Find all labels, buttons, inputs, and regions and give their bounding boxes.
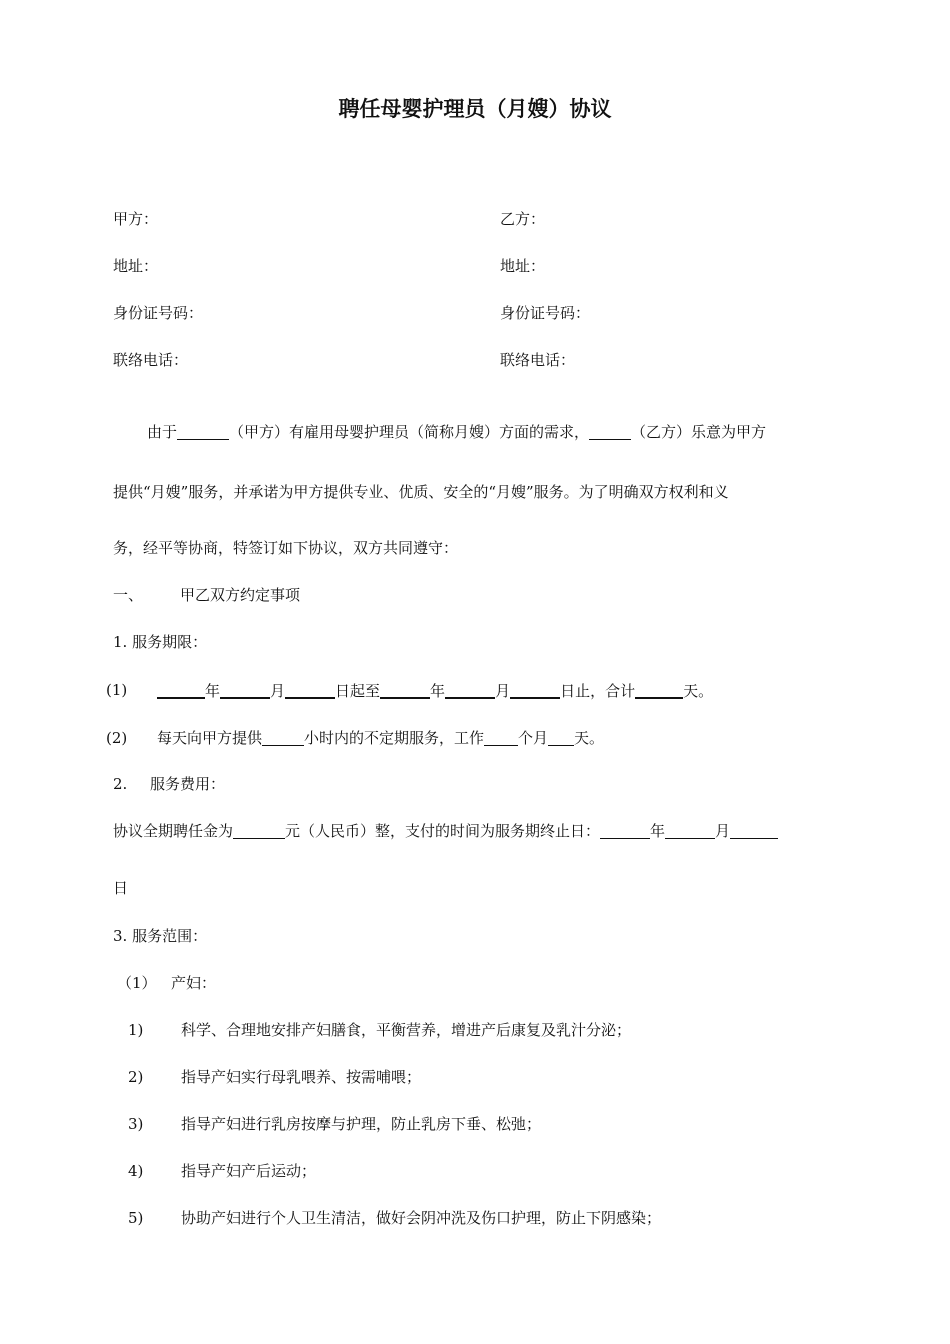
label-year: 年: [650, 822, 666, 840]
label-year: 年: [205, 682, 221, 700]
blank-days: [548, 729, 574, 746]
party-a-id-number: 身份证号码：: [113, 304, 204, 322]
party-b-label: 乙方：: [500, 210, 546, 228]
scope-item-5-number: 5): [128, 1209, 144, 1227]
scope-item-4-text: 指导产妇产后运动；: [181, 1162, 317, 1180]
scope-sub-number: （1）: [117, 974, 157, 992]
section-1-number: 一、: [113, 586, 144, 604]
blank-start-day: [285, 681, 335, 699]
intro-line-3: 务，经平等协商，特签订如下协议，双方共同遵守：: [113, 539, 459, 557]
blank-pay-year: [600, 822, 650, 839]
blank-end-day: [510, 681, 560, 699]
party-a-label: 甲方：: [113, 210, 159, 228]
scope-item-2-number: 2): [128, 1068, 144, 1086]
blank-pay-day: [730, 822, 778, 839]
term-item-1-number: (1): [106, 681, 128, 699]
party-a-phone: 联络电话：: [113, 351, 189, 369]
fee-line: [113, 822, 778, 840]
fee-text-a: 协议全期聘任金为: [113, 822, 234, 840]
blank-party-b: [589, 423, 631, 440]
label-year: 年: [430, 682, 446, 700]
party-a-address: 地址：: [113, 257, 159, 275]
scope-item-3-number: 3): [128, 1115, 144, 1133]
label-month: 月: [495, 682, 511, 700]
term-item-1: [157, 681, 713, 700]
blank-start-month: [220, 681, 270, 699]
intro-line-2: 提供“月嫂”服务，并承诺为甲方提供专业、优质、安全的“月嫂”服务。为了明确双方权利和义: [113, 483, 729, 501]
fee-text-b: 元（人民币）整，支付的时间为服务期终止日：: [285, 822, 601, 840]
blank-end-year: [380, 681, 430, 699]
term-item-2-text-d: 天。: [574, 729, 605, 747]
intro-text-b: （甲方）有雇用母婴护理员（简称月嫂）方面的需求，: [229, 423, 590, 441]
party-b-phone: 联络电话：: [500, 351, 576, 369]
fee-heading-number: 2.: [113, 775, 128, 793]
term-item-2-text-a: 每天向甲方提供: [157, 729, 263, 747]
scope-item-1-text: 科学、合理地安排产妇膳食，平衡营养，增进产后康复及乳汁分泌；: [181, 1021, 632, 1039]
label-day-from: 日起至: [335, 682, 381, 700]
label-days: 天。: [683, 682, 714, 700]
blank-pay-month: [665, 822, 715, 839]
scope-item-2-text: 指导产妇实行母乳喂养、按需哺喂；: [181, 1068, 422, 1086]
label-month: 月: [715, 822, 731, 840]
term-item-2-text-c: 个月: [518, 729, 549, 747]
intro-line-1: [147, 423, 766, 441]
fee-heading: 服务费用：: [150, 775, 226, 793]
party-b-address: 地址：: [500, 257, 546, 275]
party-b-id-number: 身份证号码：: [500, 304, 591, 322]
blank-start-year: [157, 681, 205, 699]
scope-item-3-text: 指导产妇进行乳房按摩与护理，防止乳房下垂、松弛；: [181, 1115, 542, 1133]
fee-day-label: 日: [113, 879, 129, 897]
scope-sub-label: 产妇：: [171, 974, 217, 992]
blank-total-days: [635, 681, 683, 699]
section-1-heading: 甲乙双方约定事项: [180, 586, 301, 604]
blank-party-a: [177, 423, 229, 440]
scope-item-4-number: 4): [128, 1162, 144, 1180]
intro-text-a: 由于: [147, 423, 178, 441]
label-day-to: 日止，合计: [560, 682, 636, 700]
scope-item-1-number: 1): [128, 1021, 144, 1039]
term-heading: 1. 服务期限：: [113, 633, 208, 651]
label-month: 月: [270, 682, 286, 700]
scope-heading: 3. 服务范围：: [113, 927, 208, 945]
blank-fee-amount: [233, 822, 285, 839]
document-title: 聘任母婴护理员（月嫂）协议: [338, 97, 612, 121]
intro-text-c: （乙方）乐意为甲方: [631, 423, 767, 441]
blank-months: [484, 729, 518, 746]
term-item-2-number: (2): [106, 729, 128, 747]
blank-hours: [262, 729, 304, 746]
scope-item-5-text: 协助产妇进行个人卫生清洁，做好会阴冲洗及伤口护理，防止下阴感染；: [181, 1209, 662, 1227]
term-item-2-text-b: 小时内的不定期服务，工作: [304, 729, 485, 747]
term-item-2: [157, 729, 604, 747]
blank-end-month: [445, 681, 495, 699]
